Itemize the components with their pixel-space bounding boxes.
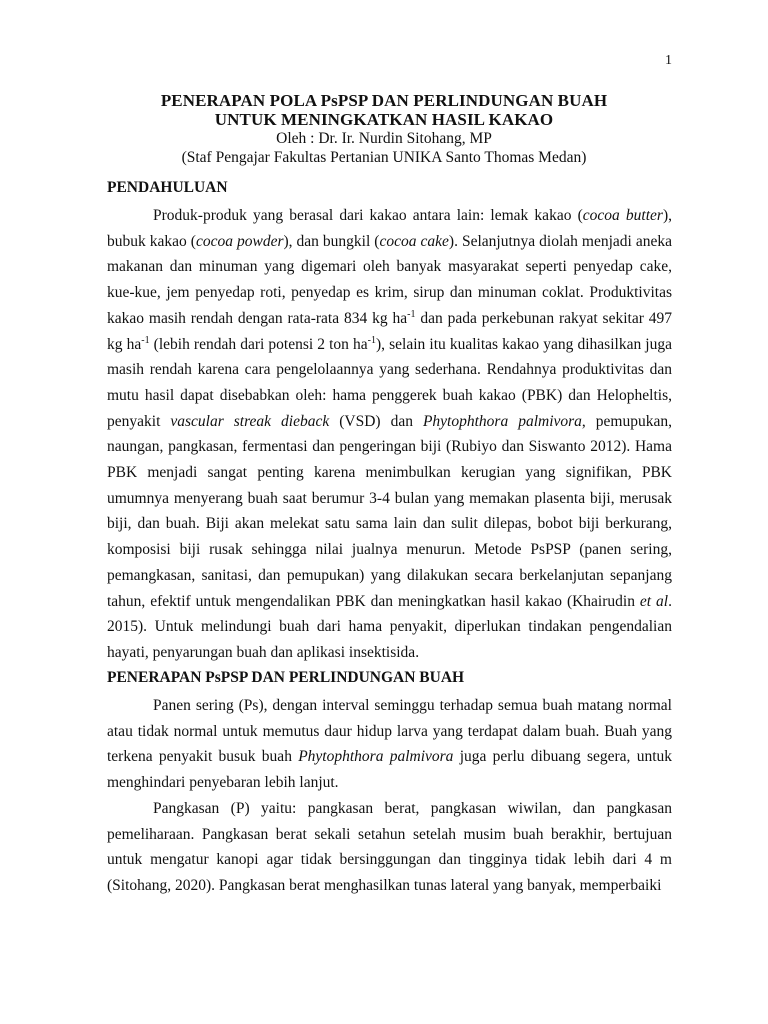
paragraph: Produk-produk yang berasal dari kakao antara lain: lemak kakao (cocoa butter), bubuk kakao (cocoa powder), dan bungkil (cocoa cake). Selanjutnya diolah menjadi aneka makanan dan minuman yang digemari oleh banyak masyarakat seperti penyedap cake, kue-kue, jem penyedap roti, penyedap es krim, sirup dan minuman coklat. Produktivitas kakao masih rendah dengan rata-rata 834 kg $ha^{-1}$ dan pada perkebunan rakyat sekitar 497 kg $ha^{-1}$ (lebih rendah dari potensi 2 ton $ha^{-1}$), selain itu kualitas kakao yang dihasilkan juga masih rendah karena cara pengelolaannya yang sederhana. Rendahnya produktivitas dan mutu hasil dapat disebabkan oleh: hama penggerek buah kakao (PBK) dan Helopheltis, penyakit vascular streak dieback (VSD) dan Phytophthora palmivora, pemupukan, naungan, pangkasan, fermentasi dan pengeringan biji (Rubiyo dan Siswanto 2012). Hama PBK menjadi sangat penting karena menimbulkan kerugian yang signifikan, PBK umumnya menyerang buah saat berumur 3-4 bulan yang memakan plasenta biji, merusak biji, dan buah. Biji akan melekat satu sama lain dan sulit dilepas, bobot biji berkurang, komposisi biji rusak sehingga nilai jualnya menurun. Metode PsPSP (panen sering, pemangkasan, sanitasi, dan pemupukan) yang dilakukan secara berkelanjutan sepanjang tahun, efektif untuk mengendalikan PBK dan meningkatkan hasil kakao (Khairudin et al. 2015). Untuk melindungi buah dari hama penyakit, diperlukan tindakan pengendalian hayati, penyarungan buah dan aplikasi insektisida.	[107, 207, 673, 661]
paragraph: Panen sering (Ps), dengan interval seminggu terhadap semua buah matang normal atau tidak normal untuk memutus daur hidup larva yang terdapat dalam buah. Buah yang terkena penyakit busuk buah Phytophthora palmivora juga perlu dibuang segera, untuk menghindari penyebaran lebih lanjut.	[107, 697, 672, 792]
affiliation-line: (Staf Pengajar Fakultas Pertanian UNIKA Santo Thomas Medan)	[181, 149, 587, 166]
title-block	[0, 91, 768, 167]
author-line: Oleh : Dr. Ir. Nurdin Sitohang, MP	[276, 130, 492, 147]
paragraph: Pangkasan (P) yaitu: pangkasan berat, pangkasan wiwilan, dan pangkasan pemeliharaan. Pangkasan berat sekali setahun setelah musim buah berakhir, bertujuan untuk mengatur kanopi agar tidak bersinggungan dan tingginya tidak lebih dari 4 m (Sitohang, 2020). Pangkasan berat menghasilkan tunas lateral yang banyak, memperbaiki	[107, 799, 672, 894]
title-line-1: PENERAPAN POLA PsPSP DAN PERLINDUNGAN BUAH	[160, 91, 608, 110]
section-heading: PENDAHULUAN	[107, 179, 228, 196]
section-pendahuluan	[107, 178, 672, 666]
section-heading: PENERAPAN PsPSP DAN PERLINDUNGAN BUAH	[107, 669, 465, 686]
title-line-2: UNTUK MENINGKATKAN HASIL KAKAO	[214, 110, 554, 129]
section-penerapan	[107, 668, 672, 899]
page-number: 1	[665, 53, 672, 68]
